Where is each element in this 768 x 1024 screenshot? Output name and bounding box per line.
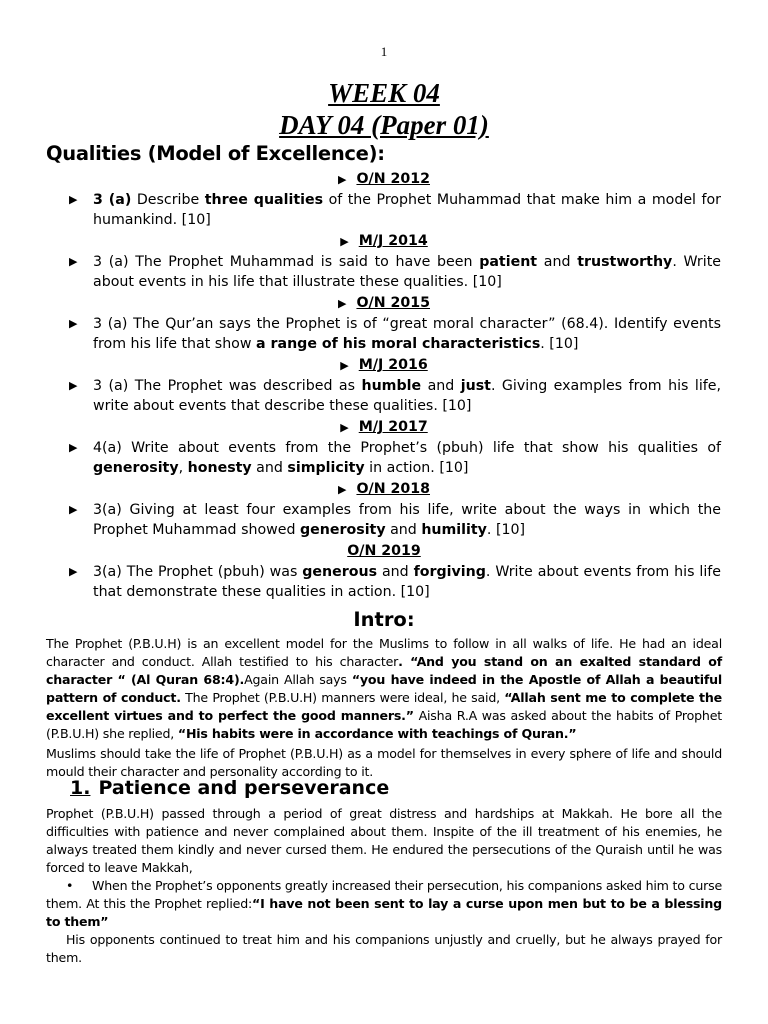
text-run: and [251, 460, 288, 476]
exam-session-text: O/N 2018 [356, 481, 430, 497]
text-run: . Giving examples from his life, write about events that describe these qualities. [10] [93, 378, 721, 414]
section-heading-qualities: Qualities (Model of Excellence): [46, 142, 385, 165]
exam-session-label [0, 230, 768, 252]
bullet-paragraph [46, 877, 722, 931]
question-item [69, 500, 721, 540]
text-run: 3 (a) The Prophet was described as [93, 378, 362, 394]
bold-text: generosity [93, 460, 179, 476]
page-number: 1 [380, 44, 388, 59]
text-run: and [421, 378, 461, 394]
bold-text: generous [302, 564, 378, 580]
bullet-icon: • [66, 878, 74, 893]
arrow-icon: ▶ [69, 565, 78, 578]
bold-text: simplicity [287, 460, 365, 476]
text-run: of the Prophet Muhammad that make him a model for humankind. [10] [93, 192, 722, 228]
text-run: in action. [10] [364, 460, 469, 476]
text-run: Describe [131, 192, 205, 208]
bold-text: generosity [300, 522, 386, 538]
section-1-paragraph: Prophet (P.B.U.H) passed through a period of great distress and hardships at Makkah. He bore all the difficulties with patience and never complained about them. Inspite of the ill treatment of his enemies, he always treated them kindly and never cursed them. He endured the persecutions of the Quraish until he was forced to leave Makkah, [46, 806, 722, 875]
question-item [69, 438, 721, 478]
arrow-icon: ▶ [337, 297, 347, 310]
exam-session-label [0, 416, 768, 438]
text-run: . [10] [540, 336, 579, 352]
text-run: The Prophet (P.B.U.H) is an excellent model for the Muslims to follow in all walks of life. He had an ideal character and conduct. Allah testified to his character [46, 636, 722, 669]
text-run: 3 (a) The Prophet Muhammad is said to have been [93, 254, 480, 270]
arrow-icon: ▶ [337, 173, 347, 186]
text-run: 3 (a) The Qur’an says the Prophet is of “great moral character” (68.4). Identify events from his life that show [93, 316, 721, 352]
intro-paragraph [46, 635, 722, 743]
text-run: . Write about events from his life that demonstrate these qualities in action. [10] [93, 564, 722, 600]
text-run: and [537, 254, 578, 270]
arrow-icon: ▶ [69, 441, 78, 454]
arrow-icon: ▶ [69, 503, 78, 516]
text-run: The Prophet (P.B.U.H) manners were ideal, he said, [180, 690, 505, 705]
exam-session-label [0, 292, 768, 314]
exam-session-text: M/J 2014 [358, 233, 428, 249]
closing-paragraph [46, 931, 722, 967]
bold-text: humble [361, 378, 422, 394]
exam-session-text: M/J 2017 [358, 419, 428, 435]
arrow-icon: ▶ [69, 317, 78, 330]
question-item [69, 314, 721, 354]
text-run: Aisha R.A was asked about the habits of Prophet (P.B.U.H) she replied, [46, 708, 722, 741]
text-run: . Write about events in his life that illustrate these qualities. [10] [93, 254, 721, 290]
exam-session-label [0, 354, 768, 376]
bold-text: “His habits were in accordance with teachings of Quran.” [177, 726, 577, 741]
section-1-number: 1. [70, 777, 91, 799]
text-run: 3(a) The Prophet (pbuh) was [93, 564, 303, 580]
arrow-icon: ▶ [340, 421, 349, 434]
text-run: 4(a) Write about events from the Prophet’s (pbuh) life that show his qualities of [93, 440, 721, 456]
question-item [69, 190, 722, 230]
intro-paragraph-2: Muslims should take the life of Prophet (P.B.U.H) as a model for themselves in every sphere of life and should mould their character and personality according to it. [46, 746, 722, 779]
arrow-icon: ▶ [337, 483, 347, 496]
exam-session-label [0, 540, 768, 562]
exam-session-label [0, 478, 768, 500]
exam-session-text: O/N 2019 [347, 543, 421, 559]
question-item [69, 562, 722, 602]
question-item [69, 252, 721, 292]
bold-text: three qualities [204, 192, 324, 208]
question-item [69, 376, 721, 416]
arrow-icon: ▶ [340, 235, 349, 248]
arrow-icon: ▶ [340, 359, 349, 372]
page-title-day: DAY 04 (Paper 01) [279, 110, 489, 140]
section-1-title: Patience and perseverance [98, 777, 390, 799]
bold-text: “Allah sent me to complete the excellent virtues and to perfect the good manners.” [46, 690, 722, 723]
text-run: , [178, 460, 188, 476]
text-run: and [377, 564, 414, 580]
page-title-week: WEEK 04 [328, 78, 440, 108]
bold-text: trustworthy [577, 254, 673, 270]
bold-text: . “And you stand on an exalted standard of character “ (Al Quran 68:4). [46, 654, 723, 687]
bold-text: a range of his moral characteristics [255, 336, 541, 352]
section-1-heading [70, 777, 389, 799]
text-run: and [385, 522, 422, 538]
bold-text: honesty [187, 460, 252, 476]
text-run: Again Allah says [244, 672, 352, 687]
text-run: . [10] [486, 522, 526, 538]
arrow-icon: ▶ [69, 379, 78, 392]
exam-session-text: M/J 2016 [358, 357, 428, 373]
intro-heading: Intro: [353, 608, 415, 631]
bold-text: “you have indeed in the Apostle of Allah a beautiful pattern of conduct. [46, 672, 722, 705]
exam-session-text: O/N 2015 [356, 295, 430, 311]
closing-text: His opponents continued to treat him and his companions unjustly and cruelly, but he always prayed for them. [46, 932, 722, 965]
text-run: When the Prophet’s opponents greatly increased their persecution, his companions asked him to curse them. At this the Prophet replied: [46, 878, 722, 911]
exam-session-label [0, 168, 768, 190]
past-questions-list [0, 168, 768, 602]
arrow-icon: ▶ [69, 193, 78, 206]
bold-text: humility [421, 522, 487, 538]
bold-text: 3 (a) [93, 192, 132, 208]
bold-text: “I have not been sent to lay a curse upon men but to be a blessing to them” [46, 896, 722, 929]
arrow-icon: ▶ [69, 255, 78, 268]
bullet-text [46, 878, 722, 929]
bold-text: just [460, 378, 491, 394]
exam-session-text: O/N 2012 [356, 171, 430, 187]
bold-text: forgiving [413, 564, 486, 580]
text-run: 3(a) Giving at least four examples from his life, write about the ways in which the Prophet Muhammad showed [93, 502, 721, 538]
bold-text: patient [479, 254, 538, 270]
